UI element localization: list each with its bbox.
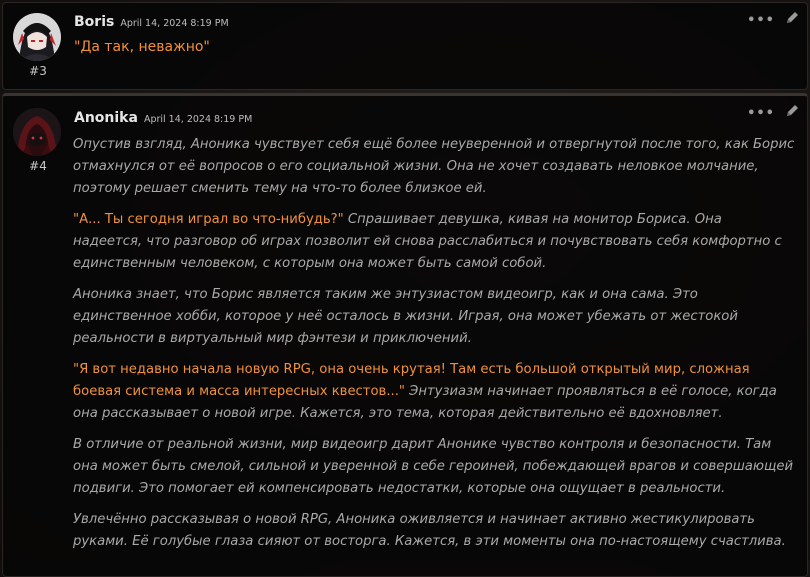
more-options-icon[interactable]: ••• (747, 105, 775, 121)
avatar-boris[interactable] (13, 13, 61, 61)
post-author (74, 14, 229, 30)
post-date[interactable]: April 14, 2024 8:19 PM (143, 114, 253, 125)
edit-pencil-icon[interactable] (785, 104, 799, 122)
author-name[interactable]: Anonika (74, 110, 138, 126)
author-name[interactable]: Boris (74, 14, 115, 30)
edit-pencil-icon[interactable] (785, 11, 799, 29)
post-number[interactable]: #3 (29, 64, 47, 78)
story-paragraph (73, 434, 795, 500)
post-anonika (2, 93, 808, 577)
post-author (74, 110, 252, 126)
story-paragraph (73, 359, 795, 425)
narration-text: Спрашивает девушка, кивая на монитор Бориса. Она надеется, что разговор об играх позволит ей снова расслабиться и почувствовать себя комфортно с единственным человеком, с которым она может быть самой собой. (73, 212, 782, 271)
post-date[interactable]: April 14, 2024 8:19 PM (120, 18, 229, 29)
story-paragraph (73, 509, 795, 553)
post-boris (2, 2, 808, 90)
narration-text: Аноника знает, что Борис является таким же энтузиастом видеоигр, как и она сама. Это единственное хобби, которое у неё осталось в жизни. Играя, она может убежать от жестокой реальности в виртуальный мир фэнтези и приключений. (73, 287, 738, 346)
post-number[interactable]: #4 (29, 159, 47, 173)
story-paragraph (73, 209, 795, 275)
more-options-icon[interactable]: ••• (747, 12, 775, 28)
narration-text: Опустив взгляд, Аноника чувствует себя ещё более неуверенной и отвергнутой после того, как Борис отмахнулся от её вопросов о его социальной жизни. Она не хочет создавать неловкое молчание, поэтому решает сменить тему на что-то более близкое ей. (73, 137, 795, 196)
story-paragraph (73, 134, 795, 200)
story-paragraph (73, 284, 795, 350)
speech-text: "А... Ты сегодня играл во что-нибудь?" (73, 212, 344, 227)
post-actions (747, 104, 799, 122)
narration-text: В отличие от реальной жизни, мир видеоигр дарит Анонике чувство контроля и безопасности. Там она может быть смелой, сильной и уверенной в себе героиней, побеждающей врагов и совершающей подвиги. Это помогает ей компенсировать недостатки, которые она ощущает в реальности. (73, 437, 794, 496)
post-body (73, 134, 795, 562)
speech-text: "Я вот недавно начала новую RPG, она очень крутая! Там есть большой открытый мир, сложная боевая система и масса интересных квестов..." (73, 362, 750, 399)
narration-text: Увлечённо рассказывая о новой RPG, Аноника оживляется и начинает активно жестикулировать руками. Её голубые глаза сияют от восторга. Кажется, в эти моменты она по-настоящему счастлива. (73, 512, 786, 549)
post-body: "Да так, неважно" (74, 39, 210, 55)
narration-text: Энтузиазм начинает проявляться в её голосе, когда она рассказывает о новой игре. Кажется, это тема, которая действительно её вдохновляет. (73, 384, 777, 421)
post-actions (747, 11, 799, 29)
avatar-anonika[interactable] (13, 108, 61, 156)
